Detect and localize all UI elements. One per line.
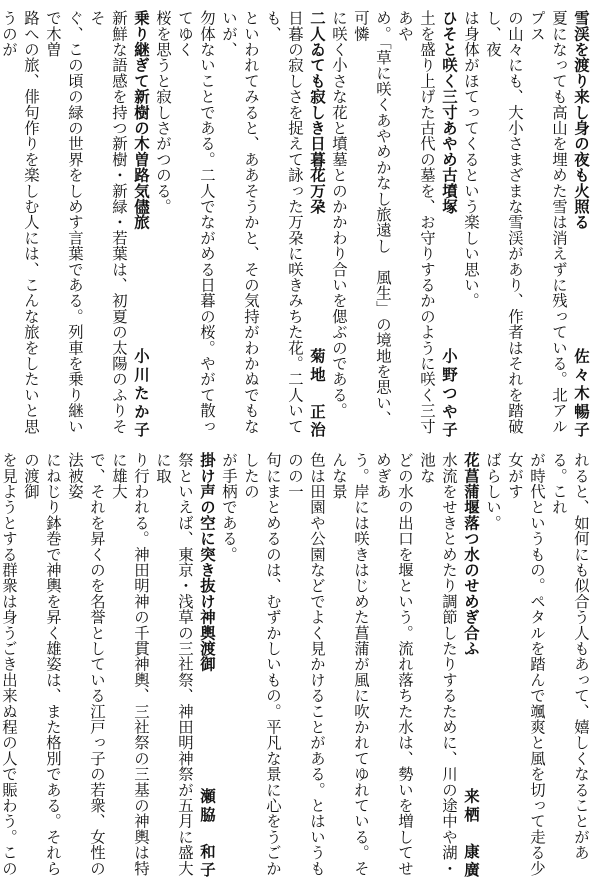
author-name: 佐々木暢子	[572, 348, 590, 440]
commentary-line: 色は田園や公園などでよく見かけることがある。とはいうものの一	[286, 452, 326, 876]
commentary-line: 勿体ないことである。二人でながめる日暮の桜。やがて散ってゆく	[176, 10, 216, 434]
commentary-line: 日暮の寂しさを捉えて詠った万朶に咲きみちた花。二人いても、	[264, 10, 304, 434]
commentary-line: にねじり鉢巻で神輿を昇く雄姿は、また格別である。それらの渡御	[22, 452, 62, 876]
haiku-title: 花菖蒲堰落つ水のせめぎ合ふ	[462, 452, 480, 657]
haiku-title: ひそと咲く三寸あやめ古墳塚	[440, 10, 458, 215]
commentary-line: は身体がほてってくるという楽しい思い。	[462, 10, 480, 309]
commentary-line: め。「草に咲くあやめかなし旅遠し 風生」の境地を思い、可憐	[352, 10, 392, 427]
commentary-line: どの水の出口を堰という。流れ落ちた水は、勢いを増してせめぎあ	[374, 452, 414, 876]
author-name: 来栖 康廣	[462, 788, 480, 880]
commentary-line: 句にまとめるのは、むずかしいもの。平凡な景に心をうごかしたの	[242, 452, 282, 876]
commentary-line: 新鮮な語感を持つ新樹・新緑・若葉は、初夏の太陽のふりそそ	[88, 10, 128, 434]
author-name: 小野つや子	[440, 348, 458, 440]
commentary-line: に咲く小さな花と墳墓とのかかわり合いを偲ぶのである。	[330, 10, 348, 419]
commentary-line: 土を盛り上げた古代の墓を、お守りするかのように咲く三寸あや	[396, 10, 436, 434]
commentary-line: を見ようとする群衆は身うごき出来ぬ程の人で賑わう。この	[0, 452, 18, 876]
commentary-line: 桜を思うと寂しさがつのる。	[154, 10, 172, 215]
commentary-line: が手柄である。	[220, 452, 238, 562]
haiku-title: 乗り継ぎて新樹の木曽路気儘旅	[132, 10, 150, 230]
commentary-line: が時代というもの。ペタルを踏んで颯爽と風を切って走る少女がす	[506, 452, 546, 876]
commentary-line: 夏になっても高山を埋めた雪は消えずに残っている。北アルプス	[528, 10, 568, 434]
commentary-line: 路への旅、俳句作りを楽しむ人には、こんな旅をしたいと思うのが	[0, 10, 40, 434]
haiku-title: 掛け声の空に突き抜け神輿渡御	[198, 452, 216, 672]
commentary-line: で、それを昇くのを名誉としている江戸っ子の若衆、女性の法被姿	[66, 452, 106, 876]
author-name: 菊地 正治	[308, 348, 326, 440]
haiku-title: 雪渓を渡り来し身の夜も火照る	[572, 10, 590, 230]
author-name: 小川たか子	[132, 348, 150, 440]
commentary-line: 水流をせきとめたり調節したりするために、川の途中や湖・池な	[418, 452, 458, 876]
bottom-block	[0, 452, 592, 880]
commentary-line: 祭といえば、東京・浅草の三社祭、神田明神祭が五月に盛大に取	[154, 452, 194, 876]
top-block	[0, 10, 592, 440]
commentary-line: といわれてみると、ああそうかと、その気持がわかぬでもないが、	[220, 10, 260, 434]
commentary-line: ぐ、この頃の緑の世界をしめす言葉である。列車を乗り継いで木曽	[44, 10, 84, 434]
commentary-line: ばらしい。	[484, 452, 502, 531]
haiku-title: 二人ゐても寂しき日暮花万朶	[308, 10, 326, 215]
commentary-line: り行われる。神田明神の千貫神輿、三社祭の三基の神輿は特に雄大	[110, 452, 150, 876]
commentary-line: う。岸には咲きはじめた菖蒲が風に吹かれてゆれている。そんな景	[330, 452, 370, 876]
commentary-line: れると、如何にも似合う人もあって、嬉しくなることがある。これ	[550, 452, 590, 861]
author-name: 瀬脇 和子	[198, 788, 216, 880]
commentary-line: の山々にも、大小さまざまな雪渓があり、作者はそれを踏破し、夜	[484, 10, 524, 434]
